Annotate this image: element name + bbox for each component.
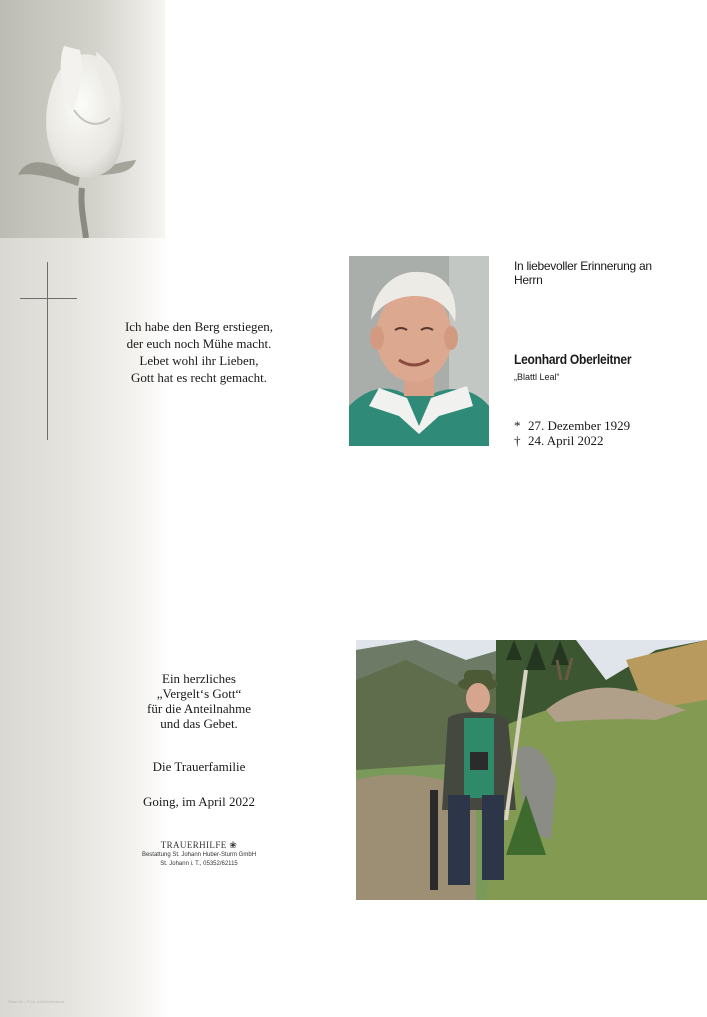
hunting-photo xyxy=(356,640,707,900)
thanks-line: Ein herzliches xyxy=(162,671,236,686)
thanks-line: „Vergelt‘s Gott“ xyxy=(156,686,242,701)
cross-vertical-line xyxy=(47,262,48,440)
birth-date-row xyxy=(514,418,630,433)
life-dates xyxy=(514,418,630,448)
undertaker-contact: St. Johann i. T., 05352/62115 xyxy=(160,861,238,867)
photo-credit: Rose #0 – © by wsl/Adobestock xyxy=(8,999,65,1004)
poem-line: Gott hat es recht gemacht. xyxy=(130,370,268,385)
deceased-nickname: „Blattl Leal“ xyxy=(514,372,560,382)
thanks-line: für die Anteilnahme xyxy=(147,701,251,716)
place-date: Going, im April 2022 xyxy=(143,794,255,809)
undertaker-brand-text: TRAUERHILFE xyxy=(160,840,227,850)
thanks-line: und das Gebet. xyxy=(160,716,238,731)
undertaker-info xyxy=(104,840,294,869)
intro-line: Herrn xyxy=(514,273,543,287)
poem-line: Lebet wohl ihr Lieben, xyxy=(139,353,259,368)
poem-line: der euch noch Mühe macht. xyxy=(126,336,272,351)
intro-line: In liebevoller Erinnerung an xyxy=(514,259,652,273)
undertaker-company: Bestattung St. Johann Huber-Sturm GmbH xyxy=(141,852,257,858)
death-date: 24. April 2022 xyxy=(528,433,604,448)
birth-symbol: * xyxy=(514,418,521,433)
death-cross-symbol: † xyxy=(514,433,521,448)
poem xyxy=(100,318,298,386)
poem-line: Ich habe den Berg erstiegen, xyxy=(124,319,274,334)
portrait-photo xyxy=(349,256,489,446)
thanks-message xyxy=(104,671,294,731)
family-signature: Die Trauerfamilie xyxy=(152,759,246,774)
cross-horizontal-line xyxy=(20,298,77,299)
undertaker-brand xyxy=(104,840,294,851)
deceased-name: Leonhard Oberleitner xyxy=(514,351,632,367)
leaf-icon: ❀ xyxy=(229,840,238,850)
memorial-intro xyxy=(514,259,694,287)
death-date-row xyxy=(514,433,630,448)
rose-image xyxy=(0,0,165,238)
birth-date: 27. Dezember 1929 xyxy=(528,418,631,433)
